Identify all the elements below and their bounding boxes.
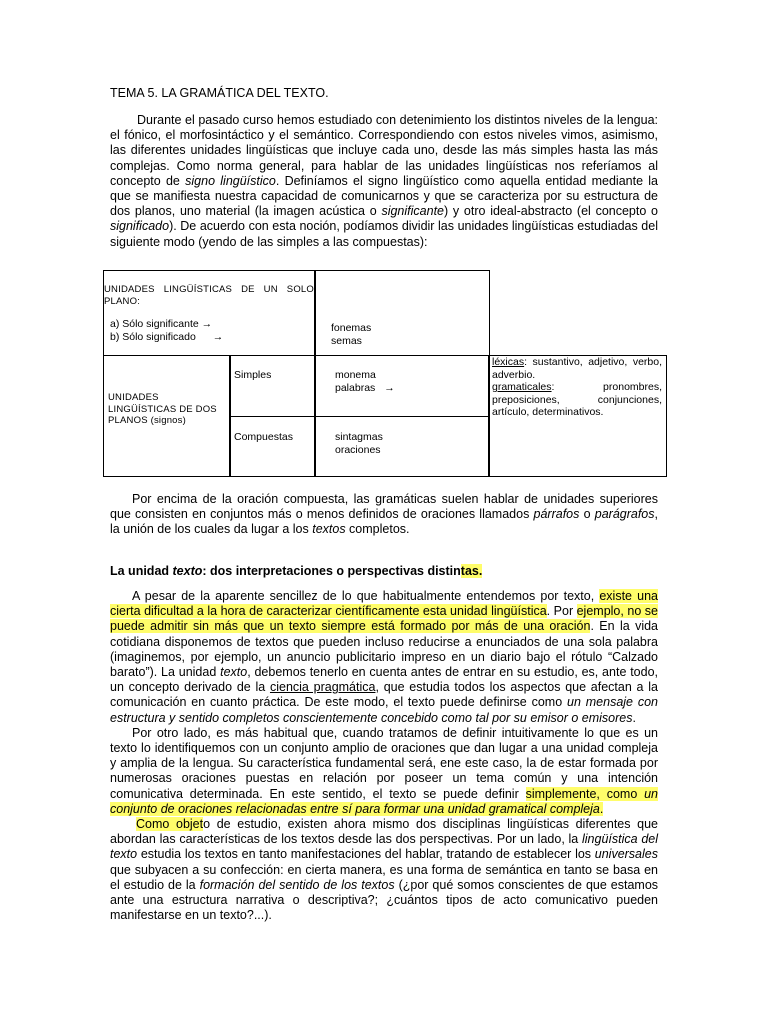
sentence-set-paragraph xyxy=(110,726,658,817)
monema-value: monema xyxy=(335,369,376,381)
highlighted-italic-text: un conjunto de oraciones relacionadas entre sí para formar una unidad gramatical compleja xyxy=(110,786,658,816)
only-signifier-label xyxy=(110,318,212,331)
text-span: . Definíamos el signo lingüístico como aquella entidad mediante la que se manifiesta nuestra capacidad de comunicarnos y que se caracteriza por su estructura de dos planos, uno material (la imagen acústica o xyxy=(110,173,658,219)
text-span: UNIDADES LINGÜÍSTICAS DE DOS PLANOS xyxy=(108,392,217,426)
two-planes-label xyxy=(108,392,228,427)
text-span: ) y otro ideal-abstracto (el concepto o xyxy=(444,204,658,219)
highlighted-text: existe una cierta dificultad a la hora de caracterizar científicamente esta unidad lingüística xyxy=(110,589,659,619)
lexicas-text xyxy=(492,356,662,381)
text-span: : sustantivo, adjetivo, verbo, adverbio. xyxy=(492,356,662,381)
text-span: que subyacen a su confección: en cierta manera, es una forma de semántica en tanto se basa en el estudio de la xyxy=(110,862,658,892)
text-span: : dos interpretaciones o perspectivas distin xyxy=(202,564,461,578)
compound-units-cell xyxy=(314,416,490,477)
text-span: estudia los textos en tanto manifestaciones del hablar, tratando de establecer los xyxy=(137,847,595,862)
text-span: (signos) xyxy=(150,415,186,426)
text-span: Durante el pasado curso hemos estudiado con detenimiento los distintos niveles de la lengua: el fónico, el morfosintáctico y el semántico. Correspondiendo con estos niveles vimos, asimismo, las diferentes unidades lingüísticas que incluye cada uno, desde las más simples hasta las más complejas. Como norma general, para hablar de las unidades lingüísticas nos referíamos al concepto de xyxy=(110,113,658,188)
italic-term: significado xyxy=(110,219,170,234)
text-span: completos. xyxy=(345,522,410,537)
italic-term: signo lingüístico xyxy=(185,173,276,188)
simples-cell xyxy=(229,355,316,417)
word-classes-cell xyxy=(488,355,667,477)
gramaticales-label: gramaticales xyxy=(492,381,552,393)
italic-term: texto xyxy=(172,564,203,578)
arrow-icon: → xyxy=(384,382,395,394)
only-signified-label xyxy=(110,331,223,344)
text-definition-paragraph xyxy=(110,589,658,726)
underlined-term: ciencia pragmática xyxy=(269,680,376,695)
text-span: , que estudia todos los aspectos que afectan a la comunicación en cuanto práctica. De este modo, el texto puede definirse como xyxy=(110,680,658,710)
highlighted-text: tas. xyxy=(460,564,483,578)
text-span: Por otro lado, es más habitual que, cuando tratamos de definir intuitivamente lo que es un texto lo identifiquemos con un conjunto amplio de oraciones que dan lugar a una unidad compleja y amplia de la lengua. Su característica fundamental será, ene este caso, la de estar formada por numerosas oraciones puestas en relación por poseer un tema común y una intención comunicativa determinada. En este sentido, el texto se puede definir xyxy=(110,725,658,801)
fonemas-value: fonemas xyxy=(331,322,372,334)
italic-term: textos xyxy=(312,522,346,537)
italic-term: párrafos xyxy=(533,507,580,522)
text-span: b) Sólo significado xyxy=(110,331,196,343)
italic-term: lingüística del texto xyxy=(110,832,659,862)
italic-term: universales xyxy=(594,847,658,862)
superior-units-paragraph xyxy=(110,492,658,538)
lexicas-label: léxicas xyxy=(492,356,525,368)
text-span: o de estudio, existen ahora mismo dos disciplinas lingüísticas diferentes que abordan las características de los textos desde las dos perspectivas. Por un lado, la xyxy=(110,817,658,847)
italic-term: un mensaje con estructura y sentido completos conscientemente concebido como tal por su emisor o emisores xyxy=(110,695,658,725)
compuestas-label: Compuestas xyxy=(234,431,293,443)
highlighted-text: . xyxy=(599,801,604,816)
text-span: . En la vida cotidiana disponemos de textos que pueden incluso reducirse a enunciados de una sola palabra (imaginemos, por ejemplo, un anuncio publicitario impreso en un diario bajo el rótulo “Calzado barato”). La unidad xyxy=(110,619,659,680)
text-span: La unidad xyxy=(110,564,173,578)
text-span: Por encima de la oración compuesta, las gramáticas suelen hablar de unidades superiores que consisten en conjuntos más o menos definidos de oraciones llamados xyxy=(110,492,658,522)
text-span: (¿por qué somos conscientes de que estamos ante una estructura narrativa o descriptiva?; ¿cuántos tipos de acto comunicativo pueden manifestarse en un texto?...). xyxy=(110,877,659,923)
simple-units-cell xyxy=(314,355,490,417)
text-span: , debemos tenerlo en cuenta antes de entrar en su estudio, es, ante todo, un concepto derivado de la xyxy=(110,665,658,695)
italic-term: parágrafos xyxy=(594,507,655,522)
section-heading xyxy=(110,564,482,578)
semas-value: semas xyxy=(331,335,362,347)
highlighted-text: simplemente, como xyxy=(525,786,645,801)
text-span: a) Sólo significante xyxy=(110,318,199,330)
text-span: : pronombres, preposiciones, conjunciones, artículo, determinativos. xyxy=(492,381,662,418)
italic-term: significante xyxy=(381,204,444,219)
highlighted-text: ejemplo, no se puede admitir sin más que un texto siempre está formado por más de una oración xyxy=(110,604,658,634)
one-plane-label: UNIDADES LINGÜÍSTICAS DE UN SOLO PLANO: xyxy=(104,284,314,307)
text-span: . xyxy=(632,710,636,725)
palabras-value xyxy=(335,382,395,395)
arrow-icon: → xyxy=(201,318,213,330)
two-planes-cell xyxy=(103,355,231,477)
oraciones-value: oraciones xyxy=(335,444,381,456)
italic-term: texto xyxy=(220,665,248,680)
disciplines-paragraph xyxy=(110,817,658,923)
simples-label: Simples xyxy=(234,369,272,381)
intro-paragraph xyxy=(110,113,658,250)
highlighted-text: Como objet xyxy=(136,817,204,832)
arrow-icon: → xyxy=(212,331,224,343)
text-span: . Por xyxy=(546,604,577,619)
one-plane-values-cell xyxy=(314,270,490,356)
page-title: TEMA 5. LA GRAMÁTICA DEL TEXTO. xyxy=(110,86,329,100)
italic-term: formación del sentido de los textos xyxy=(199,877,395,892)
compuestas-cell xyxy=(229,416,316,477)
gramaticales-text xyxy=(492,381,662,419)
text-span: ). De acuerdo con esta noción, podíamos dividir las unidades lingüísticas estudiadas del siguiente modo (yendo de las simples a las compuestas): xyxy=(110,219,658,249)
body-text xyxy=(110,589,658,923)
text-span: o xyxy=(579,507,595,522)
text-span: A pesar de la aparente sencillez de lo que habitualmente entendemos por texto, xyxy=(132,589,600,603)
text-span: , la unión de los cuales da lugar a los xyxy=(110,507,658,537)
one-plane-cell xyxy=(103,270,316,356)
sintagmas-value: sintagmas xyxy=(335,431,383,443)
text-span: palabras xyxy=(335,382,376,394)
